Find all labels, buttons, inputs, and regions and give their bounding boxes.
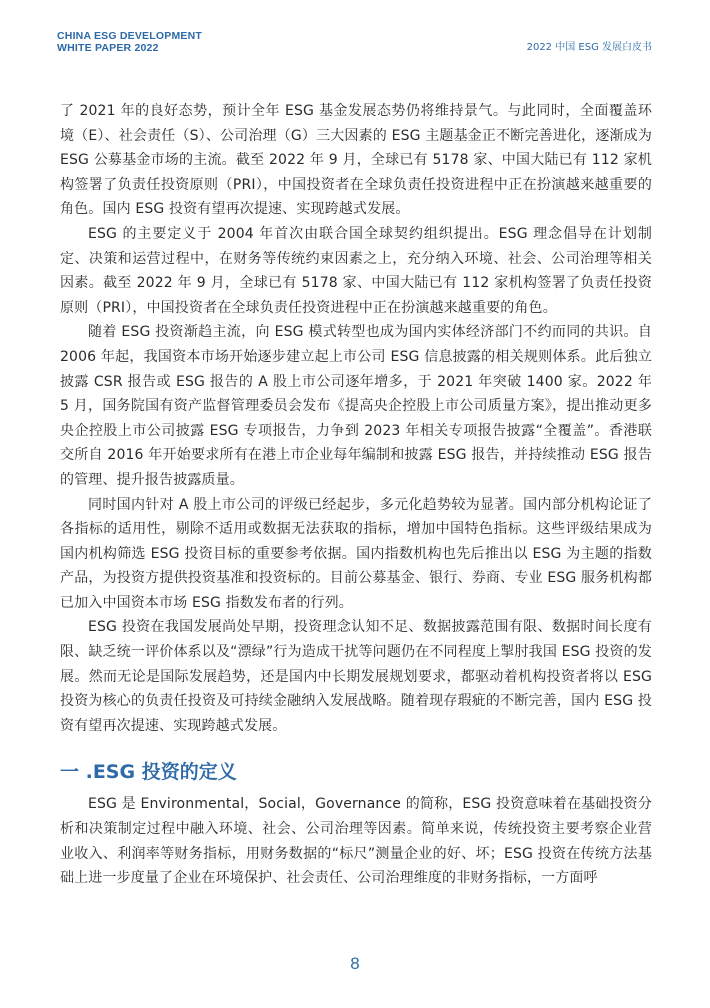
header-title-en xyxy=(57,30,202,54)
paragraph: 随着 ESG 投资渐趋主流，向 ESG 模式转型也成为国内实体经济部门不约而同的共识。自 2006 年起，我国资本市场开始逐步建立起上市公司 ESG 信息披露的相关规则体系。此后独立披露 CSR 报告或 ESG 报告的 A 股上市公司逐年增多，于 2021 年突破 1400 家。2022 年 5 月，国务院国有资产监督管理委员会发布《提高央企控股上市公司质量方案》，提出推动更多央企控股上市公司披露 ESG 专项报告，力争到 2023 年相关专项报告披露“全覆盖”。香港联交所自 2016 年开始要求所有在港上市企业每年编制和披露 ESG 报告，并持续推动 ESG 报告的管理、提升报告披露质量。 xyxy=(60,324,652,488)
page-body xyxy=(60,99,652,891)
paragraph: ESG 的主要定义于 2004 年首次由联合国全球契约组织提出。ESG 理念倡导在计划制定、决策和运营过程中，在财务等传统约束因素之上，充分纳入环境、社会、公司治理等相关因素。截至 2022 年 9 月，全球已有 5178 家、中国大陆已有 112 家机构签署了负责任投资原则（PRI），中国投资者在全球负责任投资进程中正在扮演越来越重要的角色。 xyxy=(60,225,652,316)
paragraph: ESG 投资在我国发展尚处早期，投资理念认知不足、数据披露范围有限、数据时间长度有限、缺乏统一评价体系以及“漂绿”行为造成干扰等问题仍在不同程度上掣肘我国 ESG 投资的发展。然而无论是国际发展趋势，还是国内中长期发展规划要求，都驱动着机构投资者将以 ESG 投资为核心的负责任投资及可持续金融纳入发展战略。随着现存瑕疵的不断完善，国内 ESG 投资有望再次提速、实现跨越式发展。 xyxy=(60,619,652,734)
section-paragraph: ESG 是 Environmental，Social，Governance 的简称，ESG 投资意味着在基础投资分析和决策制定过程中融入环境、社会、公司治理等因素。简单来说，传统投资主要考察企业营业收入、利润率等财务指标，用财务数据的“标尺”测量企业的好、坏；ESG 投资在传统方法基础上进一步度量了企业在环境保护、社会责任、公司治理维度的非财务指标，一方面呼 xyxy=(60,796,652,887)
section-heading: 一 .ESG 投资的定义 xyxy=(60,761,237,784)
paragraph: 了 2021 年的良好态势，预计全年 ESG 基金发展态势仍将维持景气。与此同时，全面覆盖环境（E）、社会责任（S）、公司治理（G）三大因素的 ESG 主题基金正不断完善进化，逐渐成为 ESG 公募基金市场的主流。截至 2022 年 9 月，全球已有 5178 家、中国大陆已有 112 家机构签署了负责任投资原则（PRI），中国投资者在全球负责任投资进程中正在扮演越来越重要的角色。国内 ESG 投资有望再次提速、实现跨越式发展。 xyxy=(60,103,652,218)
header-title-line1: CHINA ESG DEVELOPMENT xyxy=(57,30,202,42)
paragraph: 同时国内针对 A 股上市公司的评级已经起步，多元化趋势较为显著。国内部分机构论证了各指标的适用性，剔除不适用或数据无法获取的指标，增加中国特色指标。这些评级结果成为国内机构筛选 ESG 投资目标的重要参考依据。国内指数机构也先后推出以 ESG 为主题的指数产品，为投资方提供投资基准和投资标的。目前公募基金、银行、券商、专业 ESG 服务机构都已加入中国资本市场 ESG 指数发布者的行列。 xyxy=(60,496,652,611)
header-title-line2: WHITE PAPER 2022 xyxy=(57,42,159,54)
page-number: 8 xyxy=(350,954,360,973)
header-title-cn: 2022 中国 ESG 发展白皮书 xyxy=(526,42,652,53)
